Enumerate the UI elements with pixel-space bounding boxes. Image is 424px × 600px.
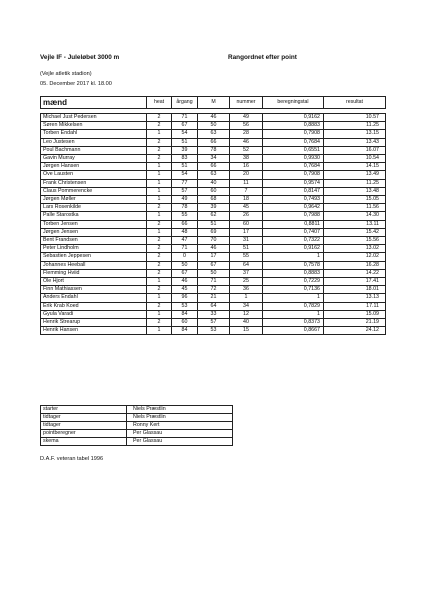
bib-number-cell: 56 bbox=[230, 122, 263, 130]
result-cell: 17.11 bbox=[324, 302, 386, 310]
table-row bbox=[41, 302, 386, 310]
result-cell: 13.49 bbox=[324, 171, 386, 179]
heat-cell: 2 bbox=[147, 245, 172, 253]
table-row bbox=[41, 319, 386, 327]
result-cell: 17.41 bbox=[324, 278, 386, 286]
results-body bbox=[41, 109, 386, 335]
table-row bbox=[41, 187, 386, 195]
table-row bbox=[41, 163, 386, 171]
birth-year-cell: 45 bbox=[172, 286, 198, 294]
athlete-name: Claus Pommerencke bbox=[41, 187, 147, 195]
bib-number-cell: 51 bbox=[230, 245, 263, 253]
official-row bbox=[41, 414, 233, 422]
table-row bbox=[41, 228, 386, 236]
result-cell: 14.15 bbox=[324, 163, 386, 171]
table-row bbox=[41, 196, 386, 204]
factor-cell: 0,9930 bbox=[263, 155, 324, 163]
athlete-name: Finn Mathiassen bbox=[41, 286, 147, 294]
heat-cell: 2 bbox=[147, 138, 172, 146]
factor-cell: 0,8373 bbox=[263, 319, 324, 327]
table-row bbox=[41, 114, 386, 122]
result-cell: 10.54 bbox=[324, 155, 386, 163]
result-cell: 13.48 bbox=[324, 187, 386, 195]
factor-cell: 0,8811 bbox=[263, 220, 324, 228]
result-cell: 13.15 bbox=[324, 130, 386, 138]
birth-year-cell: 54 bbox=[172, 171, 198, 179]
age-class-cell: 50 bbox=[198, 269, 230, 277]
heat-cell: 1 bbox=[147, 130, 172, 138]
bib-number-cell: 37 bbox=[230, 269, 263, 277]
factor-cell: 0,7908 bbox=[263, 171, 324, 179]
officials-body bbox=[41, 406, 233, 446]
col-header-heat: heat bbox=[147, 97, 172, 109]
athlete-name: Erik Krab Koed bbox=[41, 302, 147, 310]
factor-cell: 0,7578 bbox=[263, 261, 324, 269]
heat-cell: 1 bbox=[147, 187, 172, 195]
factor-cell: 0,7322 bbox=[263, 237, 324, 245]
result-cell: 11.25 bbox=[324, 179, 386, 187]
factor-cell: 0,7136 bbox=[263, 286, 324, 294]
factor-cell: 0,8883 bbox=[263, 269, 324, 277]
athlete-name: Jørgen Jensen bbox=[41, 228, 147, 236]
athlete-name: Poul Bachmann bbox=[41, 146, 147, 154]
heat-cell: 2 bbox=[147, 286, 172, 294]
heat-cell: 1 bbox=[147, 278, 172, 286]
official-row bbox=[41, 430, 233, 438]
venue-text: (Vejle atletik stadion) bbox=[40, 71, 92, 77]
heat-cell: 2 bbox=[147, 302, 172, 310]
birth-year-cell: 77 bbox=[172, 179, 198, 187]
athlete-name: Leo Justesen bbox=[41, 138, 147, 146]
athlete-name: Anders Endahl bbox=[41, 294, 147, 302]
result-cell: 13.11 bbox=[324, 220, 386, 228]
birth-year-cell: 51 bbox=[172, 138, 198, 146]
bib-number-cell: 17 bbox=[230, 228, 263, 236]
official-row bbox=[41, 438, 233, 446]
athlete-name: Bent Frandsen bbox=[41, 237, 147, 245]
birth-year-cell: 47 bbox=[172, 237, 198, 245]
athlete-name: Peter Lindholm bbox=[41, 245, 147, 253]
official-name: Per Glassau bbox=[127, 438, 233, 446]
heat-cell: 1 bbox=[147, 294, 172, 302]
age-class-cell: 68 bbox=[198, 196, 230, 204]
athlete-name: Ole Hjort bbox=[41, 278, 147, 286]
athlete-name: Flemming Hviid bbox=[41, 269, 147, 277]
table-row bbox=[41, 294, 386, 302]
athlete-name: Lars Rosenkilde bbox=[41, 204, 147, 212]
heat-cell: 1 bbox=[147, 327, 172, 335]
factor-cell: 0,6551 bbox=[263, 146, 324, 154]
table-row bbox=[41, 286, 386, 294]
birth-year-cell: 67 bbox=[172, 122, 198, 130]
athlete-name: Michael Just Pedersen bbox=[41, 114, 147, 122]
result-cell: 10.57 bbox=[324, 114, 386, 122]
result-cell: 21.19 bbox=[324, 319, 386, 327]
bib-number-cell: 36 bbox=[230, 286, 263, 294]
heat-cell: 2 bbox=[147, 122, 172, 130]
athlete-name: Gyula Varadi bbox=[41, 310, 147, 318]
heat-cell: 1 bbox=[147, 310, 172, 318]
age-class-cell: 33 bbox=[198, 310, 230, 318]
athlete-name: Johannes Heeball bbox=[41, 261, 147, 269]
birth-year-cell: 60 bbox=[172, 319, 198, 327]
result-cell: 13.02 bbox=[324, 245, 386, 253]
athlete-name: Torben Endahl bbox=[41, 130, 147, 138]
result-cell: 12.02 bbox=[324, 253, 386, 261]
result-cell: 15.09 bbox=[324, 310, 386, 318]
factor-cell: 0,7407 bbox=[263, 228, 324, 236]
age-class-cell: 40 bbox=[198, 179, 230, 187]
age-class-cell: 60 bbox=[198, 187, 230, 195]
col-header-factor: beregningstal bbox=[263, 97, 324, 109]
heat-cell: 2 bbox=[147, 204, 172, 212]
bib-number-cell: 31 bbox=[230, 237, 263, 245]
bib-number-cell: 38 bbox=[230, 155, 263, 163]
heat-cell: 1 bbox=[147, 228, 172, 236]
results-table bbox=[40, 96, 386, 335]
table-row bbox=[41, 253, 386, 261]
table-row bbox=[41, 245, 386, 253]
official-role: skema bbox=[41, 438, 127, 446]
birth-year-cell: 84 bbox=[172, 327, 198, 335]
birth-year-cell: 0 bbox=[172, 253, 198, 261]
heat-cell: 2 bbox=[147, 253, 172, 261]
age-class-cell: 17 bbox=[198, 253, 230, 261]
bib-number-cell: 18 bbox=[230, 196, 263, 204]
age-class-cell: 51 bbox=[198, 220, 230, 228]
birth-year-cell: 57 bbox=[172, 187, 198, 195]
result-cell: 14.30 bbox=[324, 212, 386, 220]
birth-year-cell: 54 bbox=[172, 130, 198, 138]
table-row bbox=[41, 237, 386, 245]
table-row bbox=[41, 179, 386, 187]
factor-cell: 0,9162 bbox=[263, 114, 324, 122]
table-row bbox=[41, 155, 386, 163]
athlete-name: Søren Mikkelsen bbox=[41, 122, 147, 130]
heat-cell: 1 bbox=[147, 196, 172, 204]
bib-number-cell: 46 bbox=[230, 138, 263, 146]
footer-note: D.A.F. veteran tabel 1996 bbox=[40, 456, 104, 462]
table-row bbox=[41, 212, 386, 220]
heat-cell: 2 bbox=[147, 220, 172, 228]
bib-number-cell: 34 bbox=[230, 302, 263, 310]
result-cell: 15.42 bbox=[324, 228, 386, 236]
bib-number-cell: 12 bbox=[230, 310, 263, 318]
age-class-cell: 67 bbox=[198, 261, 230, 269]
age-class-cell: 69 bbox=[198, 228, 230, 236]
table-row bbox=[41, 204, 386, 212]
birth-year-cell: 78 bbox=[172, 204, 198, 212]
heat-cell: 2 bbox=[147, 114, 172, 122]
factor-cell: 0,7493 bbox=[263, 196, 324, 204]
col-header-m: M bbox=[198, 97, 230, 109]
table-row bbox=[41, 122, 386, 130]
bib-number-cell: 11 bbox=[230, 179, 263, 187]
age-class-cell: 71 bbox=[198, 278, 230, 286]
result-cell: 15.56 bbox=[324, 237, 386, 245]
result-cell: 13.43 bbox=[324, 138, 386, 146]
factor-cell: 0,8883 bbox=[263, 122, 324, 130]
table-row bbox=[41, 220, 386, 228]
heat-cell: 1 bbox=[147, 212, 172, 220]
age-class-cell: 63 bbox=[198, 171, 230, 179]
age-class-cell: 46 bbox=[198, 245, 230, 253]
bib-number-cell: 64 bbox=[230, 261, 263, 269]
official-name: Niels Præstlin bbox=[127, 414, 233, 422]
factor-cell: 1 bbox=[263, 310, 324, 318]
age-class-cell: 78 bbox=[198, 146, 230, 154]
factor-cell: 0,9642 bbox=[263, 204, 324, 212]
athlete-name: Palle Starostka bbox=[41, 212, 147, 220]
table-row bbox=[41, 171, 386, 179]
birth-year-cell: 55 bbox=[172, 212, 198, 220]
col-header-name: mænd bbox=[41, 97, 147, 109]
heat-cell: 2 bbox=[147, 261, 172, 269]
official-name: Niels Præstlin bbox=[127, 406, 233, 414]
heat-cell: 2 bbox=[147, 269, 172, 277]
result-cell: 16.28 bbox=[324, 261, 386, 269]
bib-number-cell: 15 bbox=[230, 327, 263, 335]
table-row bbox=[41, 130, 386, 138]
birth-year-cell: 83 bbox=[172, 155, 198, 163]
age-class-cell: 72 bbox=[198, 286, 230, 294]
birth-year-cell: 48 bbox=[172, 228, 198, 236]
result-cell: 16.07 bbox=[324, 146, 386, 154]
bib-number-cell: 26 bbox=[230, 212, 263, 220]
age-class-cell: 34 bbox=[198, 155, 230, 163]
bib-number-cell: 16 bbox=[230, 163, 263, 171]
table-row bbox=[41, 138, 386, 146]
age-class-cell: 53 bbox=[198, 327, 230, 335]
athlete-name: Frank Christensen bbox=[41, 179, 147, 187]
birth-year-cell: 66 bbox=[172, 220, 198, 228]
age-class-cell: 39 bbox=[198, 204, 230, 212]
factor-cell: 0,7684 bbox=[263, 138, 324, 146]
birth-year-cell: 50 bbox=[172, 261, 198, 269]
event-date: 05. December 2017 kl. 18.00 bbox=[40, 81, 112, 87]
heat-cell: 1 bbox=[147, 163, 172, 171]
birth-year-cell: 49 bbox=[172, 196, 198, 204]
ranking-note: Rangordnet efter point bbox=[228, 54, 297, 61]
birth-year-cell: 96 bbox=[172, 294, 198, 302]
factor-cell: 0,8667 bbox=[263, 327, 324, 335]
factor-cell: 0,7684 bbox=[263, 163, 324, 171]
athlete-name: Sebastien Jeppesen bbox=[41, 253, 147, 261]
bib-number-cell: 45 bbox=[230, 204, 263, 212]
age-class-cell: 21 bbox=[198, 294, 230, 302]
heat-cell: 1 bbox=[147, 171, 172, 179]
birth-year-cell: 53 bbox=[172, 302, 198, 310]
birth-year-cell: 67 bbox=[172, 269, 198, 277]
factor-cell: 0,8147 bbox=[263, 187, 324, 195]
age-class-cell: 63 bbox=[198, 130, 230, 138]
table-row bbox=[41, 327, 386, 335]
result-cell: 11.56 bbox=[324, 204, 386, 212]
official-name: Per Glassau bbox=[127, 430, 233, 438]
factor-cell: 0,7829 bbox=[263, 302, 324, 310]
result-cell: 24.12 bbox=[324, 327, 386, 335]
document-title: Vejle IF - Juleløbet 3000 m bbox=[40, 54, 120, 61]
table-row bbox=[41, 310, 386, 318]
col-header-year: årgang bbox=[172, 97, 198, 109]
athlete-name: Jørgen Møller bbox=[41, 196, 147, 204]
bib-number-cell: 60 bbox=[230, 220, 263, 228]
table-row bbox=[41, 269, 386, 277]
table-row bbox=[41, 146, 386, 154]
birth-year-cell: 71 bbox=[172, 245, 198, 253]
age-class-cell: 64 bbox=[198, 302, 230, 310]
table-row bbox=[41, 261, 386, 269]
heat-cell: 2 bbox=[147, 155, 172, 163]
factor-cell: 0,7229 bbox=[263, 278, 324, 286]
athlete-name: Torben Jensen bbox=[41, 220, 147, 228]
bib-number-cell: 52 bbox=[230, 146, 263, 154]
age-class-cell: 66 bbox=[198, 138, 230, 146]
athlete-name: Ove Lausten bbox=[41, 171, 147, 179]
factor-cell: 1 bbox=[263, 253, 324, 261]
bib-number-cell: 49 bbox=[230, 114, 263, 122]
official-row bbox=[41, 406, 233, 414]
official-role: tidtager bbox=[41, 422, 127, 430]
factor-cell: 0,7988 bbox=[263, 212, 324, 220]
age-class-cell: 50 bbox=[198, 122, 230, 130]
col-header-number: nummer bbox=[230, 97, 263, 109]
heat-cell: 2 bbox=[147, 319, 172, 327]
official-role: tidtager bbox=[41, 414, 127, 422]
athlete-name: Henrik Hansen bbox=[41, 327, 147, 335]
results-header-row bbox=[41, 97, 386, 109]
age-class-cell: 62 bbox=[198, 212, 230, 220]
birth-year-cell: 39 bbox=[172, 146, 198, 154]
official-role: starter bbox=[41, 406, 127, 414]
official-row bbox=[41, 422, 233, 430]
heat-cell: 2 bbox=[147, 146, 172, 154]
col-header-result: resultat bbox=[324, 97, 386, 109]
factor-cell: 0,9574 bbox=[263, 179, 324, 187]
result-cell: 11.25 bbox=[324, 122, 386, 130]
age-class-cell: 66 bbox=[198, 163, 230, 171]
athlete-name: Jørgen Hansen bbox=[41, 163, 147, 171]
factor-cell: 0,7908 bbox=[263, 130, 324, 138]
birth-year-cell: 51 bbox=[172, 163, 198, 171]
factor-cell: 1 bbox=[263, 294, 324, 302]
age-class-cell: 57 bbox=[198, 319, 230, 327]
table-row bbox=[41, 278, 386, 286]
birth-year-cell: 71 bbox=[172, 114, 198, 122]
age-class-cell: 46 bbox=[198, 114, 230, 122]
heat-cell: 1 bbox=[147, 179, 172, 187]
factor-cell: 0,9162 bbox=[263, 245, 324, 253]
heat-cell: 2 bbox=[147, 237, 172, 245]
result-cell: 15.05 bbox=[324, 196, 386, 204]
official-role: pointberegner bbox=[41, 430, 127, 438]
bib-number-cell: 1 bbox=[230, 294, 263, 302]
bib-number-cell: 25 bbox=[230, 278, 263, 286]
result-cell: 13.13 bbox=[324, 294, 386, 302]
athlete-name: Henrik Strearup bbox=[41, 319, 147, 327]
official-name: Ronny Kert bbox=[127, 422, 233, 430]
officials-table bbox=[40, 405, 233, 446]
birth-year-cell: 84 bbox=[172, 310, 198, 318]
bib-number-cell: 55 bbox=[230, 253, 263, 261]
birth-year-cell: 46 bbox=[172, 278, 198, 286]
bib-number-cell: 40 bbox=[230, 319, 263, 327]
result-cell: 18.01 bbox=[324, 286, 386, 294]
bib-number-cell: 20 bbox=[230, 171, 263, 179]
bib-number-cell: 28 bbox=[230, 130, 263, 138]
age-class-cell: 70 bbox=[198, 237, 230, 245]
result-cell: 14.22 bbox=[324, 269, 386, 277]
athlete-name: Gavin Murray bbox=[41, 155, 147, 163]
bib-number-cell: 7 bbox=[230, 187, 263, 195]
